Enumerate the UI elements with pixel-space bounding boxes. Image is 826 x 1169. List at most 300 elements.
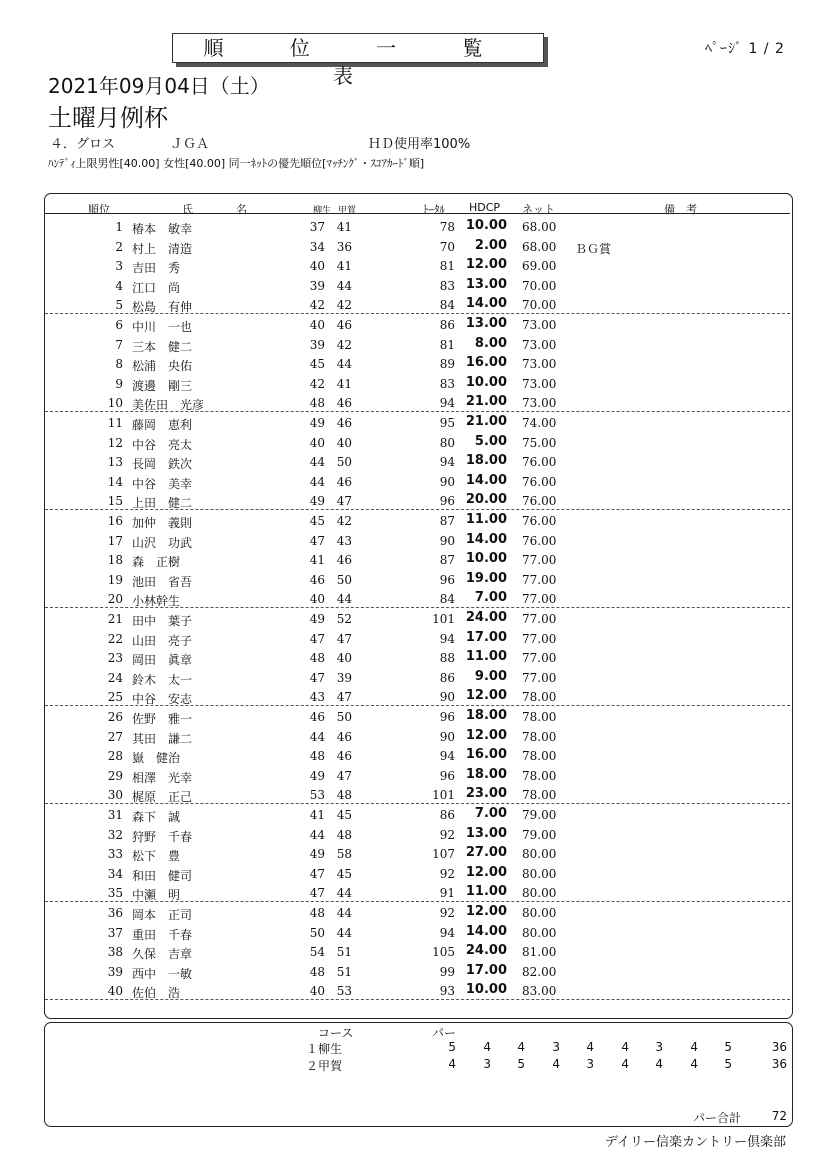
rank-cell: 24 [107, 670, 123, 685]
rank-cell: 25 [107, 690, 123, 705]
hole-par: 5 [724, 1040, 732, 1054]
in-score-cell: 36 [336, 239, 352, 254]
group-separator [45, 803, 790, 804]
table-row [45, 942, 790, 962]
net-cell: 82.00 [522, 964, 557, 979]
net-cell: 83.00 [522, 984, 557, 999]
table-row [45, 354, 790, 374]
total-cell: 90 [439, 729, 455, 744]
course-label: コース [318, 1026, 354, 1040]
out-score-cell: 41 [309, 808, 325, 822]
name-cell: 江口 尚 [132, 280, 181, 295]
net-cell: 76.00 [522, 474, 557, 489]
total-cell: 81 [439, 259, 455, 274]
hdcp-cell: 2.00 [474, 237, 507, 253]
note-cell: ＢＧ賞 [575, 241, 612, 256]
name-cell: 中谷 安志 [132, 692, 193, 707]
rank-cell: 26 [107, 710, 123, 724]
in-score-cell: 43 [336, 533, 352, 548]
rank-cell: 5 [115, 298, 123, 313]
name-cell: 松下 豊 [132, 849, 181, 864]
in-score-cell: 44 [336, 278, 352, 293]
rank-cell: 37 [107, 925, 123, 940]
hole-par: 4 [621, 1040, 629, 1054]
hdcp-cell: 13.00 [465, 316, 507, 331]
hdcp-cell: 24.00 [465, 943, 507, 959]
net-cell: 76.00 [522, 514, 557, 528]
in-score-cell: 48 [336, 827, 352, 842]
out-score-cell: 41 [309, 553, 325, 568]
out-score-cell: 44 [309, 827, 325, 842]
table-row [45, 707, 790, 727]
table-row [45, 903, 790, 923]
col-rank-header: 順位 [88, 203, 110, 216]
in-score-cell: 41 [336, 259, 352, 274]
out-score-cell: 47 [309, 866, 325, 881]
in-score-cell: 44 [336, 906, 352, 920]
total-cell: 87 [439, 514, 455, 528]
page-title: 順 位 一 覧 表 [172, 33, 544, 63]
out-score-cell: 37 [309, 220, 325, 234]
total-cell: 101 [432, 612, 455, 626]
table-row [45, 276, 790, 296]
total-cell: 80 [439, 435, 455, 450]
net-cell: 78.00 [522, 710, 557, 724]
in-score-cell: 48 [336, 788, 352, 803]
name-cell: 吉田 秀 [132, 261, 181, 276]
hdcp-cell: 14.00 [465, 923, 507, 939]
total-cell: 94 [439, 925, 455, 940]
out-score-cell: 40 [309, 592, 325, 607]
name-cell: 村上 清造 [132, 241, 193, 256]
name-cell: 池田 省吾 [132, 574, 193, 589]
rank-cell: 40 [107, 984, 123, 999]
rank-cell: 7 [115, 337, 123, 352]
col-name-header-2: 名 [236, 203, 247, 216]
net-cell: 75.00 [522, 435, 557, 450]
net-cell: 74.00 [522, 416, 557, 430]
hdcp-cell: 17.00 [465, 962, 507, 978]
net-cell: 77.00 [522, 651, 557, 666]
rank-cell: 19 [107, 572, 123, 587]
rank-cell: 34 [107, 866, 123, 881]
hdcp-cell: 11.00 [465, 884, 507, 900]
name-cell: 中谷 亮太 [132, 437, 193, 452]
total-cell: 86 [439, 808, 455, 822]
total-cell: 105 [432, 945, 455, 960]
in-score-cell: 52 [336, 612, 352, 626]
out-score-cell: 48 [309, 651, 325, 666]
rank-cell: 20 [107, 592, 123, 607]
rank-cell: 11 [107, 416, 123, 430]
hole-par: 3 [655, 1040, 663, 1054]
hole-par: 4 [483, 1040, 491, 1054]
hole-par: 3 [586, 1057, 594, 1071]
total-cell: 81 [439, 337, 455, 352]
out-score-cell: 44 [309, 729, 325, 744]
name-cell: 森下 誠 [132, 810, 181, 824]
hole-par: 5 [517, 1057, 525, 1071]
out-score-cell: 53 [309, 788, 325, 803]
out-score-cell: 47 [309, 670, 325, 685]
out-score-cell: 48 [309, 396, 325, 411]
name-cell: 佐野 雅一 [132, 712, 193, 726]
table-row [45, 766, 790, 786]
net-cell: 77.00 [522, 670, 557, 685]
rank-cell: 1 [115, 220, 123, 234]
col-hdcp-header: HDCP [469, 201, 501, 214]
total-cell: 87 [439, 553, 455, 568]
net-cell: 76.00 [522, 494, 557, 509]
hole-par: 3 [552, 1040, 560, 1054]
net-cell: 70.00 [522, 278, 557, 293]
in-score-cell: 44 [336, 886, 352, 901]
out-score-cell: 49 [309, 612, 325, 626]
name-cell: 長岡 鉄次 [132, 457, 193, 472]
out-score-cell: 45 [309, 514, 325, 528]
table-row [45, 962, 790, 982]
out-score-cell: 45 [309, 357, 325, 372]
in-score-cell: 46 [336, 729, 352, 744]
total-cell: 94 [439, 396, 455, 411]
hole-par: 4 [655, 1057, 663, 1071]
hdcp-cell: 16.00 [465, 747, 507, 763]
col-note-header: 備 考 [664, 203, 697, 216]
table-row [45, 472, 790, 492]
in-score-cell: 40 [336, 435, 352, 450]
out-score-cell: 44 [309, 455, 325, 470]
name-cell: 梶原 正己 [132, 790, 193, 805]
hole-par: 4 [621, 1057, 629, 1071]
table-row [45, 315, 790, 335]
header-separator [45, 213, 790, 214]
in-score-cell: 46 [336, 474, 352, 489]
total-cell: 92 [439, 866, 455, 881]
out-score-cell: 39 [309, 278, 325, 293]
out-score-cell: 47 [309, 533, 325, 548]
in-score-cell: 47 [336, 768, 352, 783]
total-cell: 92 [439, 827, 455, 842]
in-score-cell: 45 [336, 866, 352, 881]
total-cell: 86 [439, 670, 455, 685]
name-cell: 佐伯 浩 [132, 986, 181, 1001]
rank-cell: 12 [107, 435, 123, 450]
hdcp-cell: 9.00 [474, 668, 507, 684]
hdcp-cell: 14.00 [465, 472, 507, 488]
table-row [45, 805, 790, 825]
col-total-header: ﾄｰﾀﾙ [423, 203, 445, 216]
net-cell: 78.00 [522, 749, 557, 764]
rank-cell: 18 [107, 553, 123, 568]
out-score-cell: 49 [309, 494, 325, 509]
hd-rate-label: ＨＤ使用率100% [368, 137, 471, 152]
total-cell: 90 [439, 690, 455, 705]
in-score-cell: 53 [336, 984, 352, 999]
table-row [45, 433, 790, 453]
rank-cell: 22 [107, 631, 123, 646]
group-separator [45, 509, 790, 510]
table-row [45, 668, 790, 688]
name-cell: 田中 葉子 [132, 614, 193, 628]
hdcp-cell: 12.00 [465, 864, 507, 880]
net-cell: 78.00 [522, 729, 557, 744]
total-cell: 96 [439, 710, 455, 724]
name-cell: 渡邊 剛三 [132, 378, 193, 393]
in-score-cell: 46 [336, 553, 352, 568]
page-number: ﾍﾟｰｼﾞ 1 / 2 [705, 41, 785, 57]
hole-par: 4 [517, 1040, 525, 1054]
par-total-value: 72 [771, 1109, 787, 1123]
total-cell: 93 [439, 984, 455, 999]
total-cell: 95 [439, 416, 455, 430]
rank-cell: 16 [107, 514, 123, 528]
hdcp-cell: 12.00 [465, 727, 507, 743]
hdcp-cell: 12.00 [465, 688, 507, 704]
rank-cell: 6 [115, 318, 123, 332]
net-cell: 73.00 [522, 318, 557, 332]
in-score-cell: 41 [336, 376, 352, 391]
table-row [45, 374, 790, 394]
hdcp-cell: 20.00 [465, 492, 507, 508]
total-cell: 96 [439, 494, 455, 509]
hdcp-cell: 21.00 [465, 414, 507, 429]
total-cell: 99 [439, 964, 455, 979]
table-row [45, 256, 790, 276]
total-cell: 96 [439, 572, 455, 587]
out-score-cell: 48 [309, 906, 325, 920]
net-cell: 80.00 [522, 906, 557, 920]
in-score-cell: 50 [336, 572, 352, 587]
table-row [45, 727, 790, 747]
net-cell: 73.00 [522, 376, 557, 391]
table-row [45, 237, 790, 257]
name-cell: 嶽 健治 [132, 751, 181, 766]
in-score-cell: 46 [336, 318, 352, 332]
table-row [45, 844, 790, 864]
hdcp-cell: 11.00 [465, 649, 507, 665]
out-score-cell: 48 [309, 964, 325, 979]
in-score-cell: 58 [336, 847, 352, 862]
total-cell: 84 [439, 592, 455, 607]
hdcp-cell: 18.00 [465, 708, 507, 723]
name-cell: 久保 吉章 [132, 947, 193, 962]
in-score-cell: 45 [336, 808, 352, 822]
col-name-header-1: 氏 [182, 203, 193, 216]
net-cell: 77.00 [522, 553, 557, 568]
hole-par: 3 [483, 1057, 491, 1071]
total-cell: 89 [439, 357, 455, 372]
in-score-cell: 50 [336, 455, 352, 470]
event-name: 土曜月例杯 [48, 104, 168, 132]
name-cell: 中谷 美幸 [132, 476, 193, 491]
table-row [45, 531, 790, 551]
table-row [45, 570, 790, 590]
in-score-cell: 42 [336, 298, 352, 313]
name-cell: 上田 健二 [132, 496, 193, 511]
total-cell: 83 [439, 278, 455, 293]
out-score-cell: 50 [309, 925, 325, 940]
hdcp-cell: 16.00 [465, 355, 507, 371]
table-row [45, 335, 790, 355]
out-score-cell: 49 [309, 416, 325, 430]
net-cell: 80.00 [522, 866, 557, 881]
total-cell: 107 [432, 847, 455, 862]
name-cell: 松島 有伸 [132, 300, 193, 315]
in-score-cell: 42 [336, 337, 352, 352]
total-cell: 94 [439, 631, 455, 646]
group-separator [45, 901, 790, 902]
name-cell: 松浦 央佑 [132, 359, 193, 374]
table-row [45, 413, 790, 433]
net-cell: 76.00 [522, 533, 557, 548]
course-par-total: 36 [771, 1057, 787, 1071]
table-row [45, 511, 790, 531]
total-cell: 94 [439, 749, 455, 764]
out-score-cell: 46 [309, 572, 325, 587]
table-row [45, 648, 790, 668]
net-cell: 69.00 [522, 259, 557, 274]
hdcp-cell: 14.00 [465, 531, 507, 547]
out-score-cell: 48 [309, 749, 325, 764]
in-score-cell: 47 [336, 631, 352, 646]
hole-par: 5 [448, 1040, 456, 1054]
name-cell: 中瀬 明 [132, 888, 181, 903]
name-cell: 山沢 功武 [132, 535, 193, 550]
out-score-cell: 42 [309, 376, 325, 391]
group-separator [45, 607, 790, 608]
net-cell: 77.00 [522, 592, 557, 607]
total-cell: 92 [439, 906, 455, 920]
rank-cell: 3 [115, 259, 123, 274]
col-in-header: 甲賀 [338, 206, 357, 216]
course-par-total: 36 [771, 1040, 787, 1054]
in-score-cell: 40 [336, 651, 352, 666]
hdcp-cell: 19.00 [465, 570, 507, 586]
out-score-cell: 44 [309, 474, 325, 489]
in-score-cell: 46 [336, 749, 352, 764]
name-cell: 岡田 眞章 [132, 653, 193, 668]
rank-cell: 2 [115, 239, 123, 254]
hdcp-cell: 7.00 [474, 806, 507, 821]
table-row [45, 864, 790, 884]
col-net-header: ネット [522, 203, 555, 216]
rank-cell: 28 [107, 749, 123, 764]
hdcp-cell: 10.00 [465, 374, 507, 390]
name-cell: 藤岡 恵利 [132, 418, 193, 432]
out-score-cell: 49 [309, 768, 325, 783]
net-cell: 73.00 [522, 396, 557, 411]
rank-cell: 17 [107, 533, 123, 548]
in-score-cell: 44 [336, 925, 352, 940]
out-score-cell: 39 [309, 337, 325, 352]
table-row [45, 825, 790, 845]
in-score-cell: 39 [336, 670, 352, 685]
name-cell: 三本 健二 [132, 339, 193, 354]
hdcp-cell: 10.00 [465, 551, 507, 567]
hdcp-cell: 10.00 [465, 218, 507, 233]
rank-cell: 38 [107, 945, 123, 960]
rank-cell: 35 [107, 886, 123, 901]
table-row [45, 452, 790, 472]
hole-par: 4 [690, 1040, 698, 1054]
name-cell: 相澤 光幸 [132, 770, 193, 785]
hdcp-cell: 7.00 [474, 590, 507, 606]
net-cell: 78.00 [522, 768, 557, 783]
rank-cell: 30 [107, 788, 123, 803]
course-name: ２甲賀 [306, 1059, 343, 1073]
out-score-cell: 47 [309, 631, 325, 646]
in-score-cell: 44 [336, 357, 352, 372]
table-row [45, 609, 790, 629]
rank-cell: 31 [107, 808, 123, 822]
hdcp-cell: 10.00 [465, 982, 507, 998]
total-cell: 88 [439, 651, 455, 666]
in-score-cell: 41 [336, 220, 352, 234]
hdcp-cell: 23.00 [465, 786, 507, 802]
rank-cell: 8 [115, 357, 123, 372]
hdcp-cell: 14.00 [465, 296, 507, 312]
name-cell: 岡本 正司 [132, 908, 193, 922]
in-score-cell: 50 [336, 710, 352, 724]
in-score-cell: 42 [336, 514, 352, 528]
name-cell: 中川 一也 [132, 320, 193, 334]
net-cell: 76.00 [522, 455, 557, 470]
handicap-note: ﾊﾝﾃﾞｨ上限男性[40.00] 女性[40.00] 同一ﾈｯﾄの優先順位[ﾏｯﾁﾝｸﾞ・ｽｺｱｶｰﾄﾞ順] [48, 157, 425, 170]
hdcp-cell: 5.00 [474, 433, 507, 449]
hole-par: 5 [724, 1057, 732, 1071]
out-score-cell: 40 [309, 435, 325, 450]
rank-cell: 23 [107, 651, 123, 666]
name-cell: 森 正樹 [132, 555, 181, 570]
rank-cell: 36 [107, 906, 123, 920]
rank-cell: 32 [107, 827, 123, 842]
total-cell: 70 [439, 239, 455, 254]
table-row [45, 923, 790, 943]
out-score-cell: 46 [309, 710, 325, 724]
total-cell: 86 [439, 318, 455, 332]
in-score-cell: 51 [336, 945, 352, 960]
course-info-frame [44, 1022, 793, 1127]
net-cell: 70.00 [522, 298, 557, 313]
hdcp-cell: 13.00 [465, 825, 507, 841]
hdcp-cell: 18.00 [465, 453, 507, 469]
name-cell: 和田 健司 [132, 868, 193, 883]
total-cell: 90 [439, 533, 455, 548]
table-row [45, 550, 790, 570]
total-cell: 91 [439, 886, 455, 901]
hole-par: 4 [448, 1057, 456, 1071]
hdcp-cell: 13.00 [465, 276, 507, 292]
net-cell: 80.00 [522, 886, 557, 901]
net-cell: 79.00 [522, 808, 557, 822]
club-name: デイリー信楽カントリー倶楽部 [604, 1135, 786, 1150]
net-cell: 79.00 [522, 827, 557, 842]
net-cell: 73.00 [522, 337, 557, 352]
out-score-cell: 34 [309, 239, 325, 254]
name-cell: 重田 千春 [132, 927, 193, 942]
name-cell: 鈴木 太一 [132, 672, 193, 687]
in-score-cell: 46 [336, 396, 352, 411]
rank-cell: 29 [107, 768, 123, 783]
name-cell: 其田 謙二 [132, 731, 193, 746]
name-cell: 西中 一敏 [132, 966, 193, 981]
net-cell: 78.00 [522, 788, 557, 803]
total-cell: 78 [439, 220, 455, 234]
hole-par: 4 [586, 1040, 594, 1054]
out-score-cell: 47 [309, 886, 325, 901]
name-cell: 加仲 義則 [132, 516, 193, 530]
hdcp-cell: 12.00 [465, 904, 507, 919]
